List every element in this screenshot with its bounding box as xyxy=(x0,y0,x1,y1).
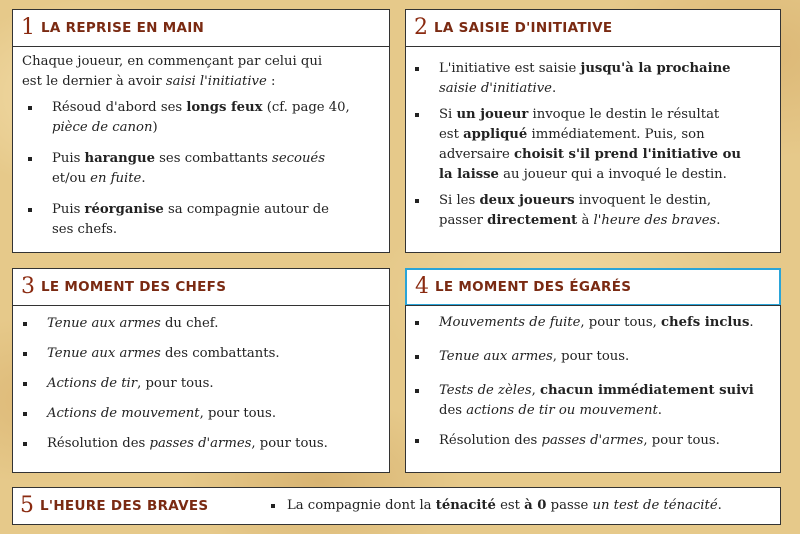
section-5-content xyxy=(265,496,770,516)
list-item: Tenue aux armes du chef. xyxy=(17,314,383,334)
section-2-header xyxy=(405,9,781,47)
list-item: Résolution des passes d'armes, pour tous. xyxy=(17,434,383,454)
list-item: L'initiative est saisie jusqu'à la prochaine saisie d'initiative. xyxy=(409,59,773,99)
section-3-content xyxy=(17,314,383,454)
section-3-title: LE MOMENT DES CHEFS xyxy=(41,279,227,295)
section-3-header xyxy=(12,268,390,306)
section-4-number: 4 xyxy=(415,274,429,299)
list-item: Mouvements de fuite, pour tous, chefs inclus. xyxy=(409,313,773,333)
list-item: Tests de zèles, chacun immédiatement suivi des actions de tir ou mouvement. xyxy=(409,381,773,421)
section-2-content xyxy=(409,59,773,231)
section-4-header[interactable] xyxy=(405,268,781,306)
section-5-number: 5 xyxy=(20,493,34,518)
section-4-title: LE MOMENT DES ÉGARÉS xyxy=(435,279,632,295)
list-item: Actions de tir, pour tous. xyxy=(17,374,383,394)
list-item: La compagnie dont la ténacité est à 0 passe un test de ténacité. xyxy=(265,496,770,516)
list-item: Résoud d'abord ses longs feux (cf. page 40, pièce de canon) xyxy=(22,98,382,138)
section-2-number: 2 xyxy=(414,15,428,40)
section-5-title: L'HEURE DES BRAVES xyxy=(40,498,209,514)
section-1-title: LA REPRISE EN MAIN xyxy=(41,20,205,36)
section-1-intro: Chaque joueur, en commençant par celui qui est le dernier à avoir saisi l'initiative : xyxy=(22,54,323,89)
section-3-number: 3 xyxy=(21,274,35,299)
section-2-title: LA SAISIE D'INITIATIVE xyxy=(434,20,613,36)
list-item: Tenue aux armes, pour tous. xyxy=(409,347,773,367)
section-1-header xyxy=(12,9,390,47)
section-1-number: 1 xyxy=(21,15,35,40)
list-item: Puis réorganise sa compagnie autour de ses chefs. xyxy=(22,200,382,240)
list-item: Puis harangue ses combattants secoués et/ou en fuite. xyxy=(22,149,382,189)
list-item: Résolution des passes d'armes, pour tous. xyxy=(409,431,773,451)
list-item: Tenue aux armes des combattants. xyxy=(17,344,383,364)
list-item: Si un joueur invoque le destin le résultat est appliqué immédiatement. Puis, son adversaire choisit s'il prend l'initiative ou la laisse au joueur qui a invoqué le destin. xyxy=(409,105,773,185)
section-5-header xyxy=(12,487,262,525)
section-4-content xyxy=(409,313,773,451)
list-item: Actions de mouvement, pour tous. xyxy=(17,404,383,424)
list-item: Si les deux joueurs invoquent le destin, passer directement à l'heure des braves. xyxy=(409,191,773,231)
section-1-content xyxy=(22,52,382,240)
